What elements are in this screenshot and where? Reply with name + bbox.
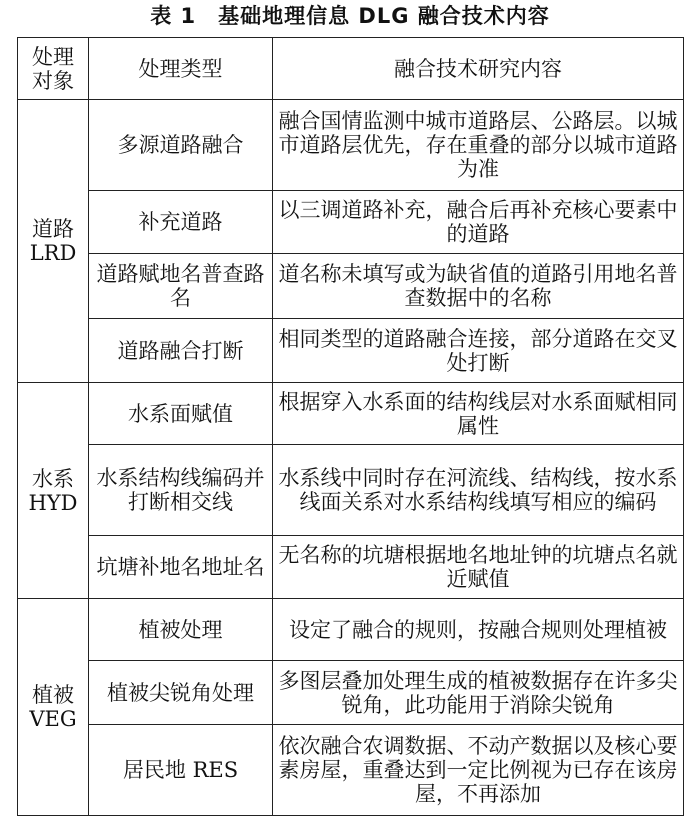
table-row: [18, 319, 684, 383]
type-cell: 植被尖锐角处理: [89, 661, 273, 725]
object-road-cell: 道路 LRD: [18, 100, 89, 383]
type-cell: 水系结构线编码并打断相交线: [89, 445, 273, 536]
fusion-techniques-table: [17, 37, 684, 816]
content-cell: 道名称未填写或为缺省值的道路引用地名普查数据中的名称: [273, 254, 684, 319]
object-water-cell: 水系 HYD: [18, 383, 89, 599]
table-row: [18, 191, 684, 254]
content-cell: 依次融合农调数据、不动产数据以及核心要素房屋，重叠达到一定比例视为已存在该房屋，不再添加: [273, 725, 684, 816]
type-cell: 道路赋地名普查路名: [89, 254, 273, 319]
table-row: [18, 599, 684, 661]
type-cell: 水系面赋值: [89, 383, 273, 445]
header-processing-type: 处理类型: [89, 38, 273, 100]
content-cell: 水系线中同时存在河流线、结构线，按水系线面关系对水系结构线填写相应的编码: [273, 445, 684, 536]
content-cell: 无名称的坑塘根据地名地址钟的坑塘点名就近赋值: [273, 536, 684, 599]
table-row: [18, 383, 684, 445]
content-cell: 设定了融合的规则，按融合规则处理植被: [273, 599, 684, 661]
table-header-row: [18, 38, 684, 100]
table-row: [18, 254, 684, 319]
content-cell: 根据穿入水系面的结构线层对水系面赋相同属性: [273, 383, 684, 445]
table-row: [18, 661, 684, 725]
header-fusion-content: 融合技术研究内容: [273, 38, 684, 100]
type-cell: 道路融合打断: [89, 319, 273, 383]
table-row: [18, 100, 684, 191]
type-cell: 多源道路融合: [89, 100, 273, 191]
type-cell: 居民地 RES: [89, 725, 273, 816]
content-cell: 相同类型的道路融合连接，部分道路在交叉处打断: [273, 319, 684, 383]
type-cell: 坑塘补地名地址名: [89, 536, 273, 599]
type-cell: 补充道路: [89, 191, 273, 254]
table-row: [18, 445, 684, 536]
object-vegetation-cell: 植被 VEG: [18, 599, 89, 816]
content-cell: 多图层叠加处理生成的植被数据存在许多尖锐角，此功能用于消除尖锐角: [273, 661, 684, 725]
table-row: [18, 536, 684, 599]
table-row: [18, 725, 684, 816]
header-processing-object: 处理对象: [18, 38, 89, 100]
content-cell: 融合国情监测中城市道路层、公路层。以城市道路层优先，存在重叠的部分以城市道路为准: [273, 100, 684, 191]
type-cell: 植被处理: [89, 599, 273, 661]
content-cell: 以三调道路补充，融合后再补充核心要素中的道路: [273, 191, 684, 254]
table-caption: 表 1 基础地理信息 DLG 融合技术内容: [150, 4, 550, 28]
